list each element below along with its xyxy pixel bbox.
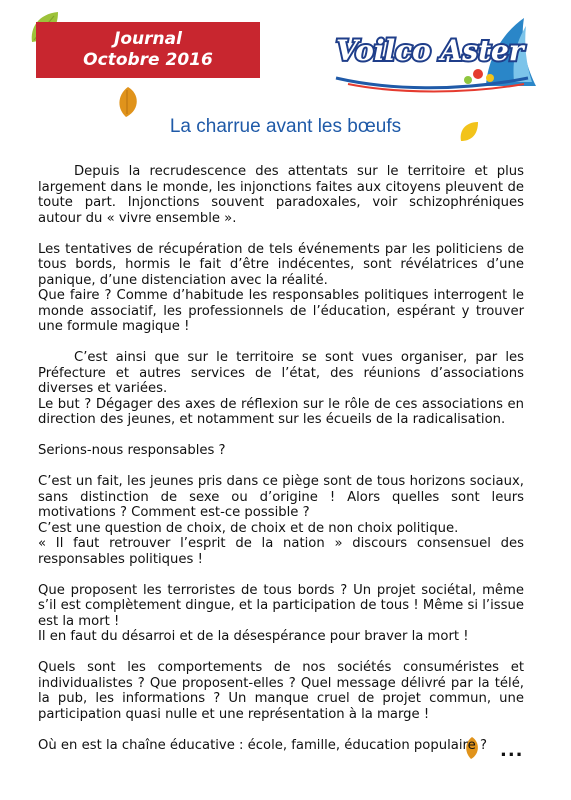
logo-sail-icon — [328, 16, 544, 94]
header-banner — [36, 22, 260, 78]
continuation-mark: ... — [500, 740, 524, 761]
article-body — [38, 164, 524, 753]
paragraph: Où en est la chaîne éducative : école, famille, éducation populaire ? — [38, 737, 487, 753]
paragraph: Le but ? Dégager des axes de réflexion sur le rôle de ces associations en direction des jeunes, et notamment sur les écueils de la radicalisation. — [38, 396, 524, 427]
issue-date: Octobre 2016 — [83, 50, 213, 70]
paragraph: Les tentatives de récupération de tels événements par les politiciens de tous bords, hormis le fait d’être indécentes, sont révélatrices d’une panique, d’une distenciation avec la réalité. — [38, 241, 524, 288]
leaf-icon — [114, 86, 142, 118]
paragraph: Que faire ? Comme d’habitude les responsables politiques interrogent le monde associatif, les professionnels de l’éducation, espérant y trouver une formule magique ! — [38, 288, 524, 334]
paragraph: Depuis la recrudescence des attentats sur le territoire et plus largement dans le monde, les injonctions faites aux citoyens pleuvent de toute part. Injonctions souvent paradoxales, voir schizophréniques autour du « vivre ensemble ». — [38, 164, 524, 226]
paragraph: « Il faut retrouver l’esprit de la nation » discours consensuel des responsables politiques ! — [38, 536, 524, 567]
paragraph: C’est un fait, les jeunes pris dans ce piège sont de tous horizons sociaux, sans distinction de sexe ou d’origine ! Alors quelles sont leurs motivations ? Comment est-ce possible ? — [38, 474, 524, 520]
logo — [328, 16, 544, 94]
paragraph: C’est une question de choix, de choix et de non choix politique. — [38, 520, 459, 536]
paragraph: C’est ainsi que sur le territoire se sont vues organiser, par les Préfecture et autres services de l’état, des réunions d’associations diverses et variées. — [38, 350, 524, 396]
article-title: La charrue avant les bœufs — [169, 116, 402, 137]
paragraph: Quels sont les comportements de nos sociétés consuméristes et individualistes ? Que proposent-elles ? Quel message délivré par la télé, la pub, les informations ? Un manque cruel de projet commun, une participation quasi nulle et une représentation à la marge ! — [38, 660, 524, 722]
paragraph: Il en faut du désarroi et de la désespérance pour braver la mort ! — [38, 629, 469, 644]
logo-text: Voilco Aster — [336, 34, 524, 67]
paragraph: Que proposent les terroristes de tous bords ? Un projet sociétal, même s’il est complètement dingue, et la participation de tous ! Même si l’issue est la mort ! — [38, 582, 524, 629]
journal-label: Journal — [114, 29, 182, 49]
paragraph: Serions-nous responsables ? — [38, 443, 226, 458]
